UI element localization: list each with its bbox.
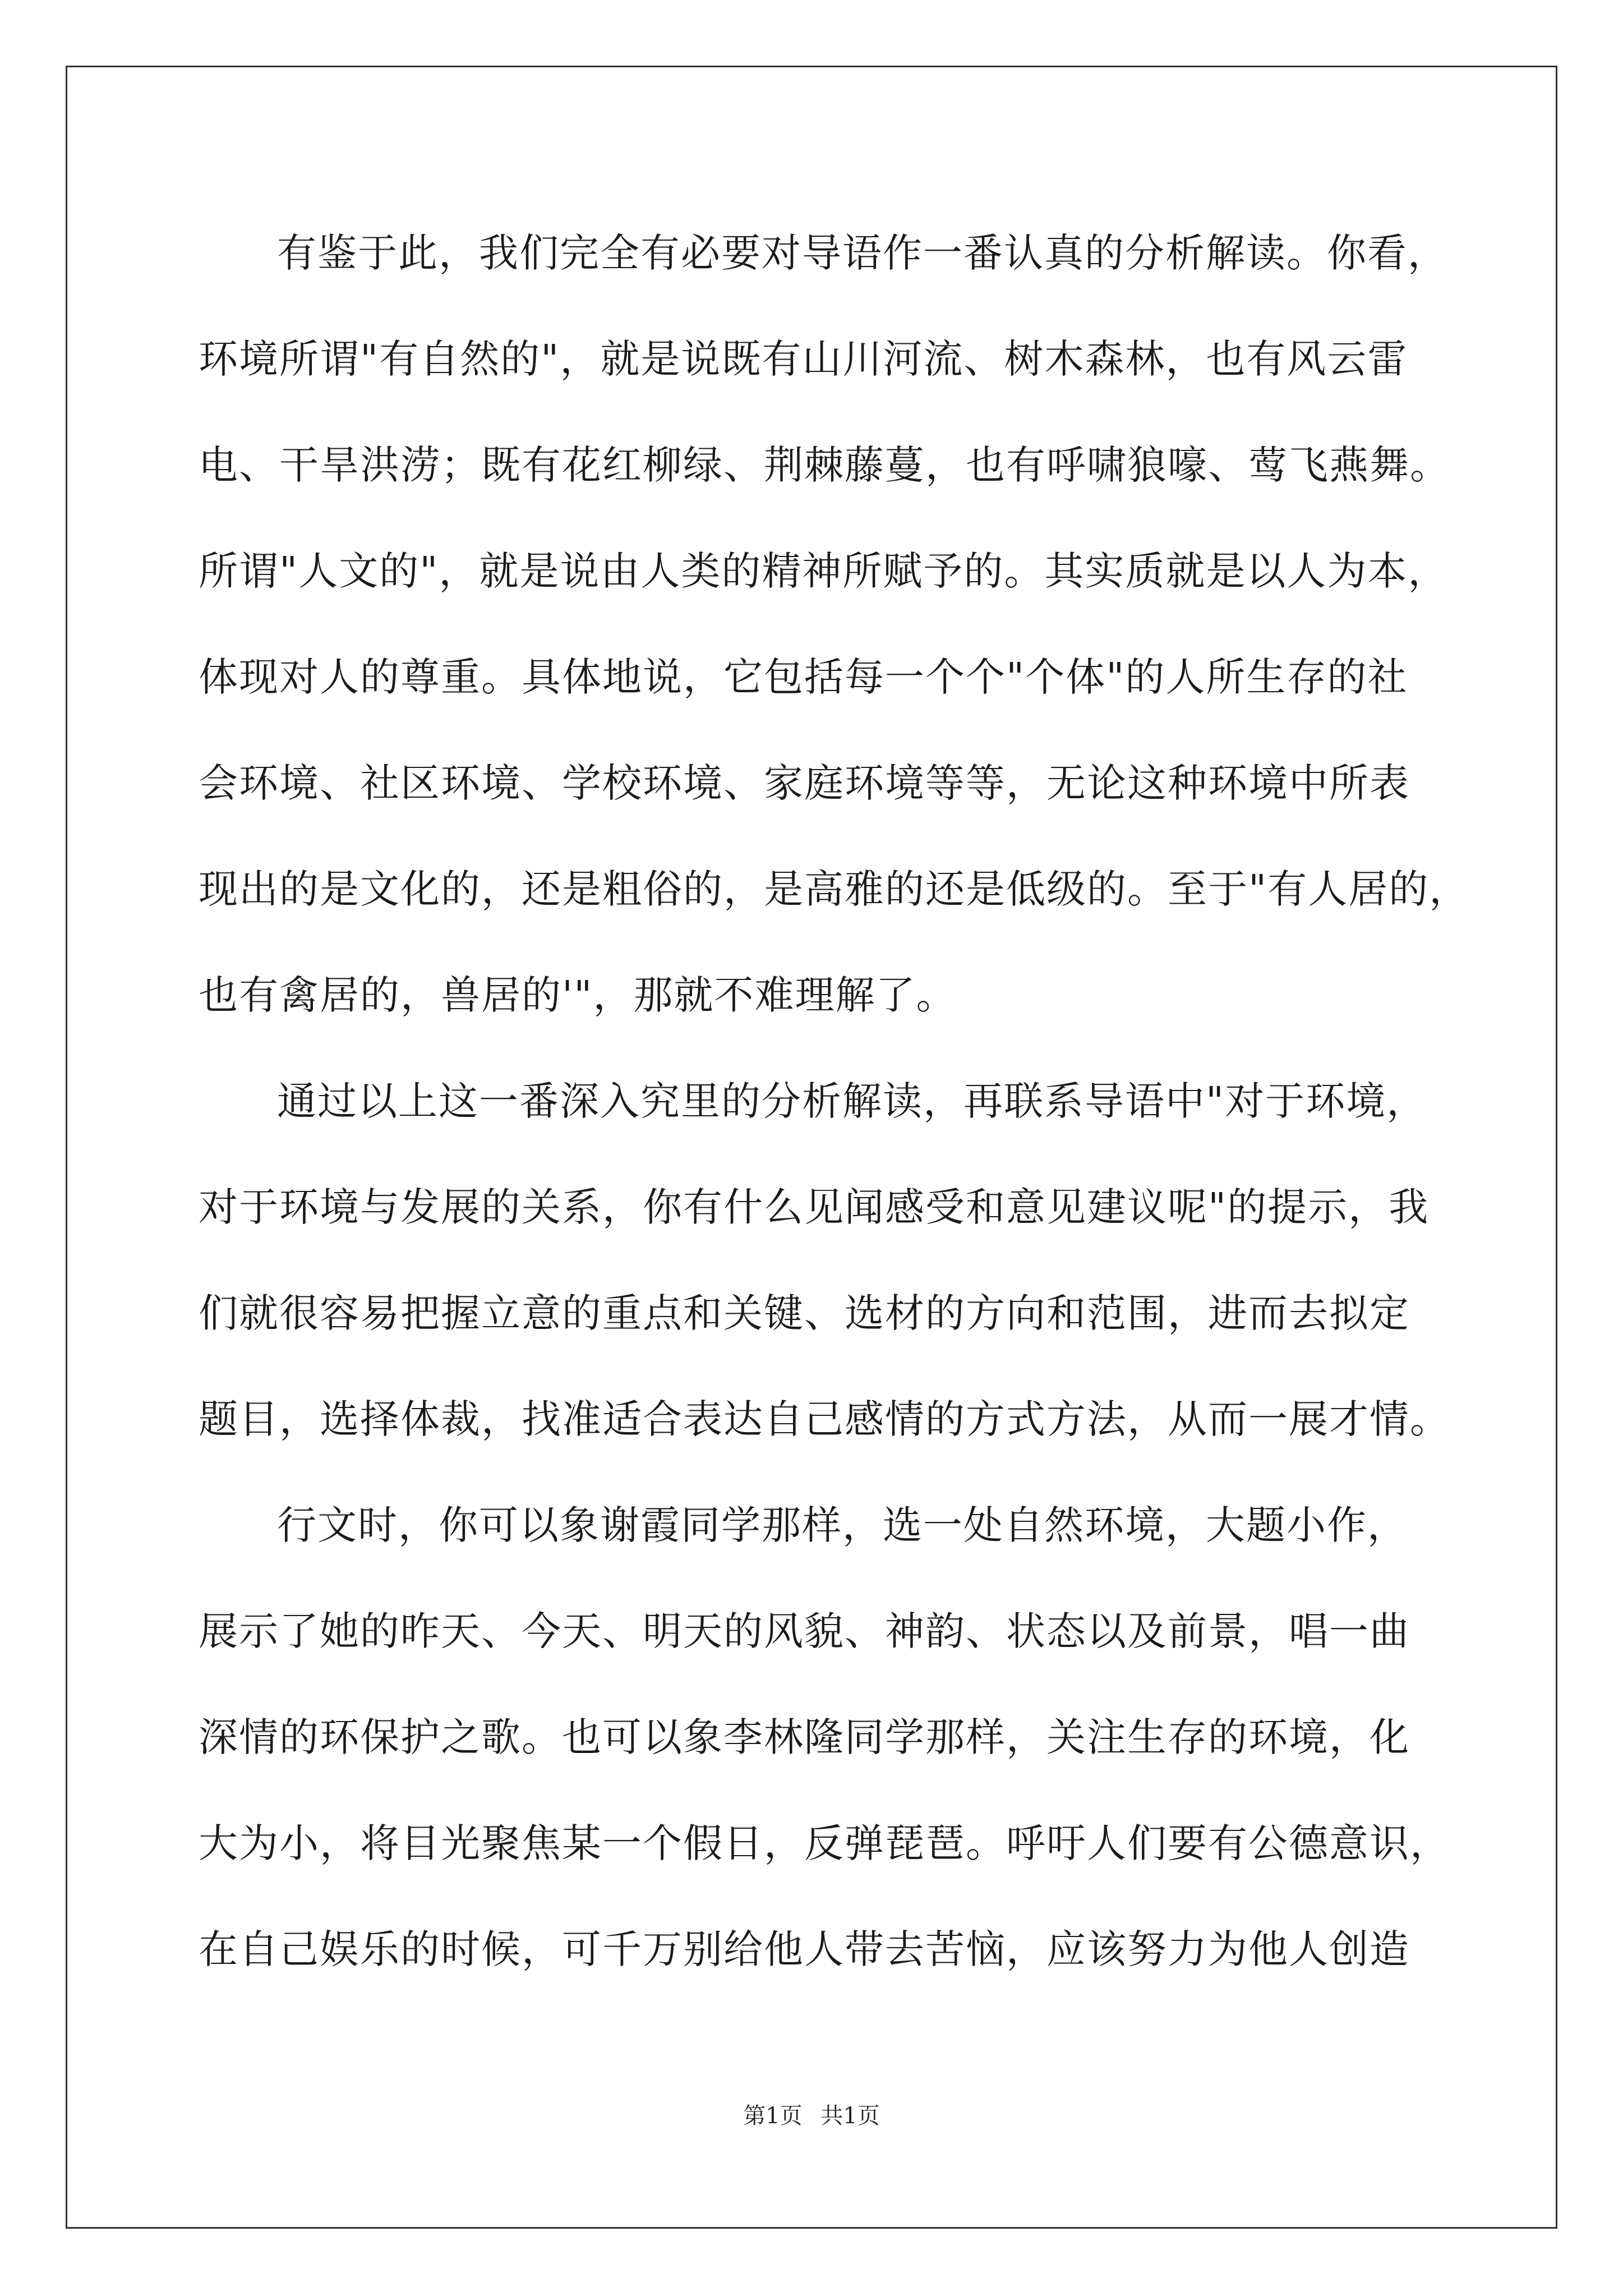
document-body [199,217,1470,2019]
text-line: 也有禽居的，兽居的'"，那就不难理解了。 [199,972,957,1018]
text-line: 通过以上这一番深入究里的分析解读，再联系导语中"对于环境， [277,1078,1427,1124]
text-line: 大为小，将目光聚焦某一个假日，反弹琵琶。呼吁人们要有公德意识， [199,1820,1450,1866]
text-line: 有鉴于此，我们完全有必要对导语作一番认真的分析解读。你看， [277,230,1448,276]
text-line: 现出的是文化的，还是粗俗的，是高雅的还是低级的。至于"有人居的， [199,866,1470,912]
text-line: 在自己娱乐的时候，可千万别给他人带去苦恼，应该努力为他人创造 [199,1926,1410,1972]
page-number-current: 第1页 [743,2103,803,2129]
text-line: 展示了她的昨天、今天、明天的风貌、神韵、状态以及前景，唱一曲 [199,1608,1410,1654]
text-line: 环境所谓"有自然的"，就是说既有山川河流、树木森林，也有风云雷 [199,336,1408,382]
page-footer [0,2098,1623,2130]
text-line: 会环境、社区环境、学校环境、家庭环境等等，无论这种环境中所表 [199,760,1410,806]
text-line: 深情的环保护之歌。也可以象李林隆同学那样，关注生存的环境，化 [199,1714,1410,1760]
text-line: 对于环境与发展的关系，你有什么见闻感受和意见建议呢"的提示，我 [199,1184,1430,1230]
text-line: 们就很容易把握立意的重点和关键、选材的方向和范围，进而去拟定 [199,1290,1410,1336]
text-line: 行文时，你可以象谢霞同学那样，选一处自然环境，大题小作， [277,1502,1408,1548]
page-number-total: 共1页 [820,2103,880,2129]
text-line: 所谓"人文的"，就是说由人类的精神所赋予的。其实质就是以人为本， [199,548,1449,594]
text-line: 电、干旱洪涝；既有花红柳绿、荆棘藤蔓，也有呼啸狼嚎、莺飞燕舞。 [199,442,1450,488]
text-line: 体现对人的尊重。具体地说，它包括每一个个"个体"的人所生存的社 [199,654,1408,700]
text-line: 题目，选择体裁，找准适合表达自己感情的方式方法，从而一展才情。 [199,1396,1450,1442]
